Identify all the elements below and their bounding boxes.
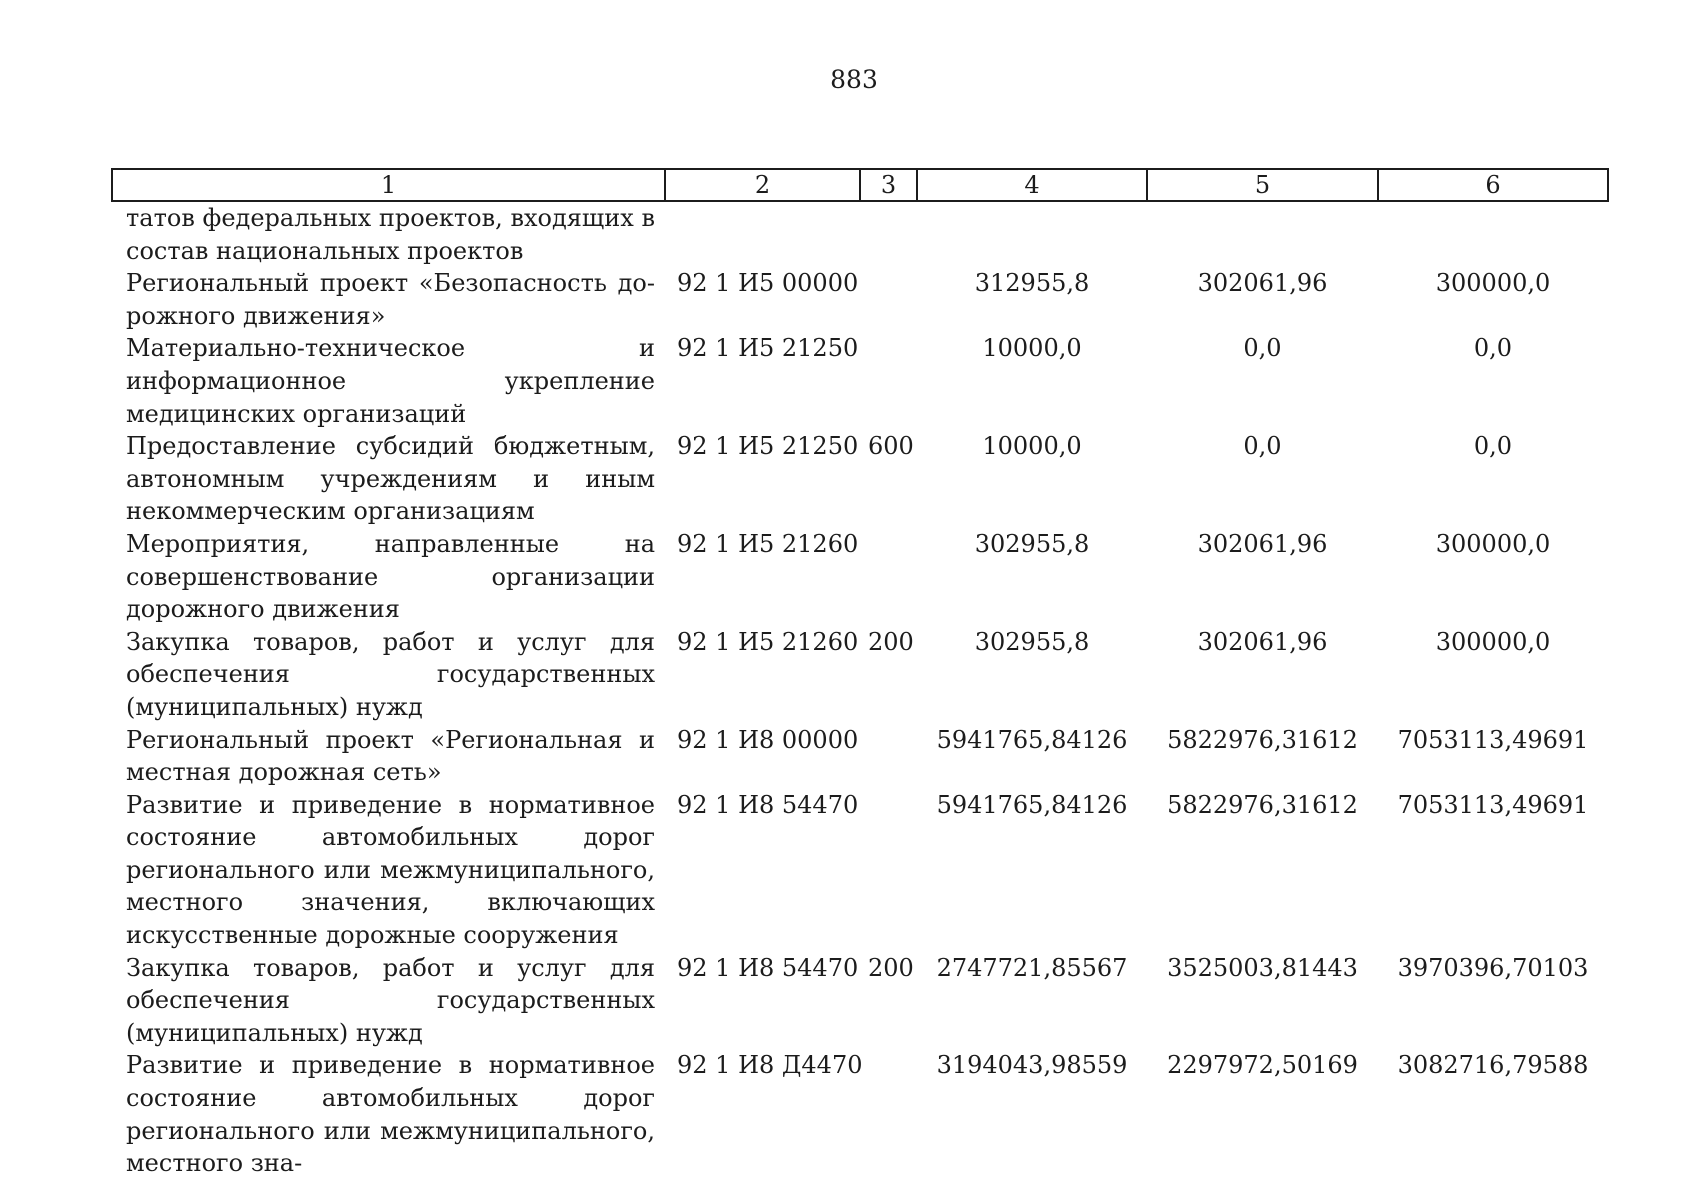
row-value-4: 302955,8 xyxy=(974,627,1090,656)
row-value-4: 5941765,84126 xyxy=(936,790,1128,819)
row-vr xyxy=(860,724,917,789)
table-row xyxy=(112,267,1608,332)
row-vr xyxy=(860,267,917,332)
table-row xyxy=(112,430,1608,528)
row-value-5: 3525003,81443 xyxy=(1167,953,1358,982)
row-code: 92 1 И5 21260 xyxy=(677,529,859,558)
row-code: 92 1 И8 54470 xyxy=(677,790,859,819)
column-header-4: 4 xyxy=(917,169,1147,201)
row-value-5: 0,0 xyxy=(1243,334,1282,363)
table-row xyxy=(112,528,1608,626)
table-row xyxy=(112,332,1608,430)
row-vr xyxy=(860,789,917,952)
row-code: 92 1 И8 Д4470 xyxy=(677,1051,863,1080)
column-header-2: 2 xyxy=(665,169,860,201)
row-name: Закупка товаров, работ и услуг для обеспечения государственных (муниципальных) нужд xyxy=(126,953,655,1047)
table-row xyxy=(112,626,1608,724)
row-value-6: 0,0 xyxy=(1473,334,1513,363)
row-vr xyxy=(860,1049,917,1179)
row-value-6: 3082716,79588 xyxy=(1397,1051,1589,1080)
table-row xyxy=(112,201,1608,267)
budget-table xyxy=(111,168,1609,1180)
row-value-5: 302061,96 xyxy=(1197,529,1328,558)
row-code: 92 1 И8 00000 xyxy=(677,725,859,754)
row-name: Закупка товаров, работ и услуг для обеспечения государственных (муниципальных) нужд xyxy=(126,627,655,721)
row-value-6: 300000,0 xyxy=(1435,269,1551,298)
column-header-1: 1 xyxy=(112,169,665,201)
page-number: 883 xyxy=(830,65,878,94)
row-value-6: 7053113,49691 xyxy=(1397,790,1589,819)
row-value-6: 0,0 xyxy=(1473,432,1513,461)
row-value-6 xyxy=(1378,201,1608,267)
row-value-5: 5822976,31612 xyxy=(1167,790,1358,819)
row-name: Предоставление субсидий бюджетным, автономным учреждениям и иным некоммерческим организациям xyxy=(126,432,655,526)
column-header-3: 3 xyxy=(860,169,917,201)
header-row xyxy=(112,169,1608,201)
row-value-4: 312955,8 xyxy=(974,269,1090,298)
row-code: 92 1 И5 21260 xyxy=(677,627,859,656)
table-header xyxy=(112,169,1608,201)
row-vr: 600 xyxy=(868,432,914,461)
row-value-5: 0,0 xyxy=(1243,432,1282,461)
row-name: Региональный проект «Региональная и местная дорожная сеть» xyxy=(126,725,655,787)
table-row xyxy=(112,724,1608,789)
row-value-4 xyxy=(917,201,1147,267)
row-name: Материально-техническое и информационное укрепление медицинских организаций xyxy=(126,334,655,428)
row-name: Развитие и приведение в нормативное состояние автомобильных дорог регионального или межмуниципального, местного значения, включающих искусственные дорожные сооружения xyxy=(126,790,655,950)
row-vr xyxy=(860,332,917,430)
row-value-5: 2297972,50169 xyxy=(1167,1051,1358,1080)
row-value-4: 10000,0 xyxy=(982,432,1082,461)
row-code: 92 1 И8 54470 xyxy=(677,953,859,982)
table-row xyxy=(112,1049,1608,1179)
row-value-4: 2747721,85567 xyxy=(936,953,1128,982)
row-vr: 200 xyxy=(868,953,914,982)
row-value-6: 300000,0 xyxy=(1435,529,1551,558)
row-name: Развитие и приведение в нормативное состояние автомобильных дорог регионального или межмуниципального, местного зна- xyxy=(126,1051,655,1178)
row-value-4: 5941765,84126 xyxy=(936,725,1128,754)
row-value-6: 7053113,49691 xyxy=(1397,725,1589,754)
row-name: Мероприятия, направленные на совершенствование организации дорожного движения xyxy=(126,529,655,624)
row-value-5: 302061,96 xyxy=(1197,627,1328,656)
row-value-5 xyxy=(1147,201,1378,267)
row-vr xyxy=(860,201,917,267)
row-code: 92 1 И5 00000 xyxy=(677,269,859,298)
row-value-6: 3970396,70103 xyxy=(1397,953,1589,982)
row-code xyxy=(665,201,860,267)
row-code: 92 1 И5 21250 xyxy=(677,432,859,461)
row-code: 92 1 И5 21250 xyxy=(677,334,859,363)
column-header-5: 5 xyxy=(1147,169,1378,201)
table-row xyxy=(112,789,1608,952)
row-value-4: 10000,0 xyxy=(982,334,1082,363)
row-name: Региональный проект «Безопасность дорожного движения» xyxy=(126,269,655,330)
row-value-4: 3194043,98559 xyxy=(936,1051,1128,1080)
row-value-5: 302061,96 xyxy=(1197,269,1328,298)
row-name: татов федеральных проектов, входящих в состав национальных проектов xyxy=(126,204,655,265)
row-value-4: 302955,8 xyxy=(974,529,1090,558)
row-value-5: 5822976,31612 xyxy=(1167,725,1358,754)
row-vr xyxy=(860,528,917,626)
row-vr: 200 xyxy=(868,627,914,656)
table-row xyxy=(112,952,1608,1050)
column-header-6: 6 xyxy=(1378,169,1608,201)
row-value-6: 300000,0 xyxy=(1435,627,1551,656)
table-body xyxy=(112,201,1608,1180)
